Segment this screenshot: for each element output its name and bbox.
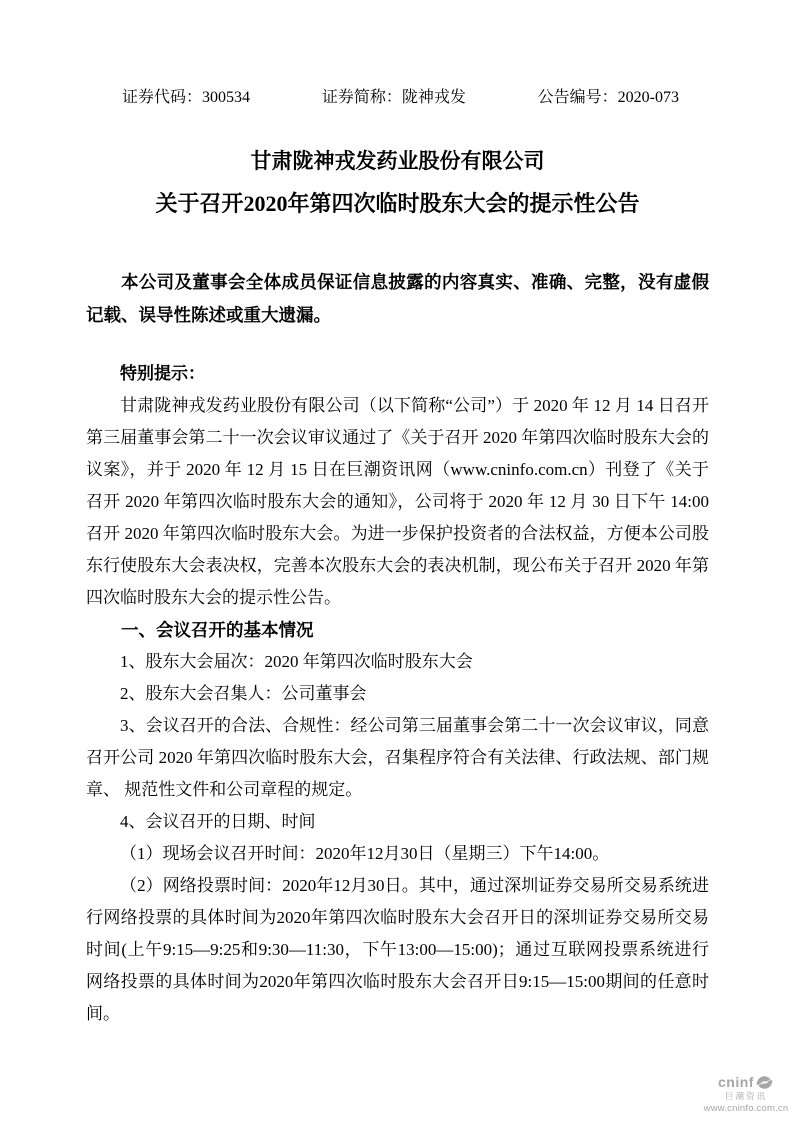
cninfo-logo [703,1074,789,1114]
list-item-online-vote-time: （2）网络投票时间：2020年12月30日。其中，通过深圳证券交易所交易系统进行网络投票的具体时间为2020年第四次临时股东大会召开日的深圳证券交易所交易时间(上午9:15—9:25和9:30—11:30，下午13:00—15:00)；通过互联网投票系统进行网络投票的具体时间为2020年第四次临时股东大会召开日9:15—15:00期间的任意时间。 [86,876,709,1023]
cninfo-logo-chinese: 巨潮资讯 [724,1091,767,1102]
document-header [122,88,679,108]
stock-name-label: 证券简称：陇神戎发 [321,89,466,106]
cninfo-logo-row [703,1074,789,1091]
announcement-title: 关于召开2020年第四次临时股东大会的提示性公告 [155,191,640,216]
section1-heading: 一、会议召开的基本情况 [121,620,314,640]
cninfo-website-url: www.cninfo.com.cn [703,1102,789,1114]
list-item-meeting-session: 1、股东大会届次：2020 年第四次临时股东大会 [120,652,473,671]
announcement-number-label: 公告编号：2020-073 [537,89,679,106]
company-title: 甘肃陇神戎发药业股份有限公司 [250,149,545,173]
intro-paragraph: 甘肃陇神戎发药业股份有限公司（以下简称“公司”）于 2020 年 12 月 14 日召开第三届董事会第二十一次会议审议通过了《关于召开 2020 年第四次临时股东大会的议案》，并于 2020 年 12 月 15 日在巨潮资讯网（www.cninfo.com.cn）刊登了《关于召开 2020 年第四次临时股东大会的通知》，公司将于 2020 年 12 月 30 日下午 14:00 召开 2020 年第四次临时股东大会。为进一步保护投资者的合法权益，方便本公司股东行使股东大会表决权，完善本次股东大会的表决机制，现公布关于召开 2020 年第四次临时股东大会的提示性公告。 [86,396,709,607]
list-item-date-time: 4、会议召开的日期、时间 [120,812,316,831]
cninfo-logo-text: cninf [718,1074,754,1091]
list-item-legality: 3、会议召开的合法、合规性：经公司第三届董事会第二十一次会议审议，同意召开公司 2020 年第四次临时股东大会，召集程序符合有关法律、行政法规、部门规章、 规范性文件和公司章程的规定。 [86,716,709,799]
list-item-onsite-time: （1）现场会议召开时间：2020年12月30日（星期三）下午14:00。 [120,844,610,863]
cninfo-swirl-icon [755,1074,774,1091]
list-item-convener: 2、股东大会召集人：公司董事会 [120,684,367,703]
special-tip-label: 特别提示： [120,364,205,383]
disclosure-statement: 本公司及董事会全体成员保证信息披露的内容真实、准确、完整，没有虚假记载、误导性陈述或重大遗漏。 [86,272,709,325]
stock-code-label: 证券代码：300534 [122,89,251,106]
